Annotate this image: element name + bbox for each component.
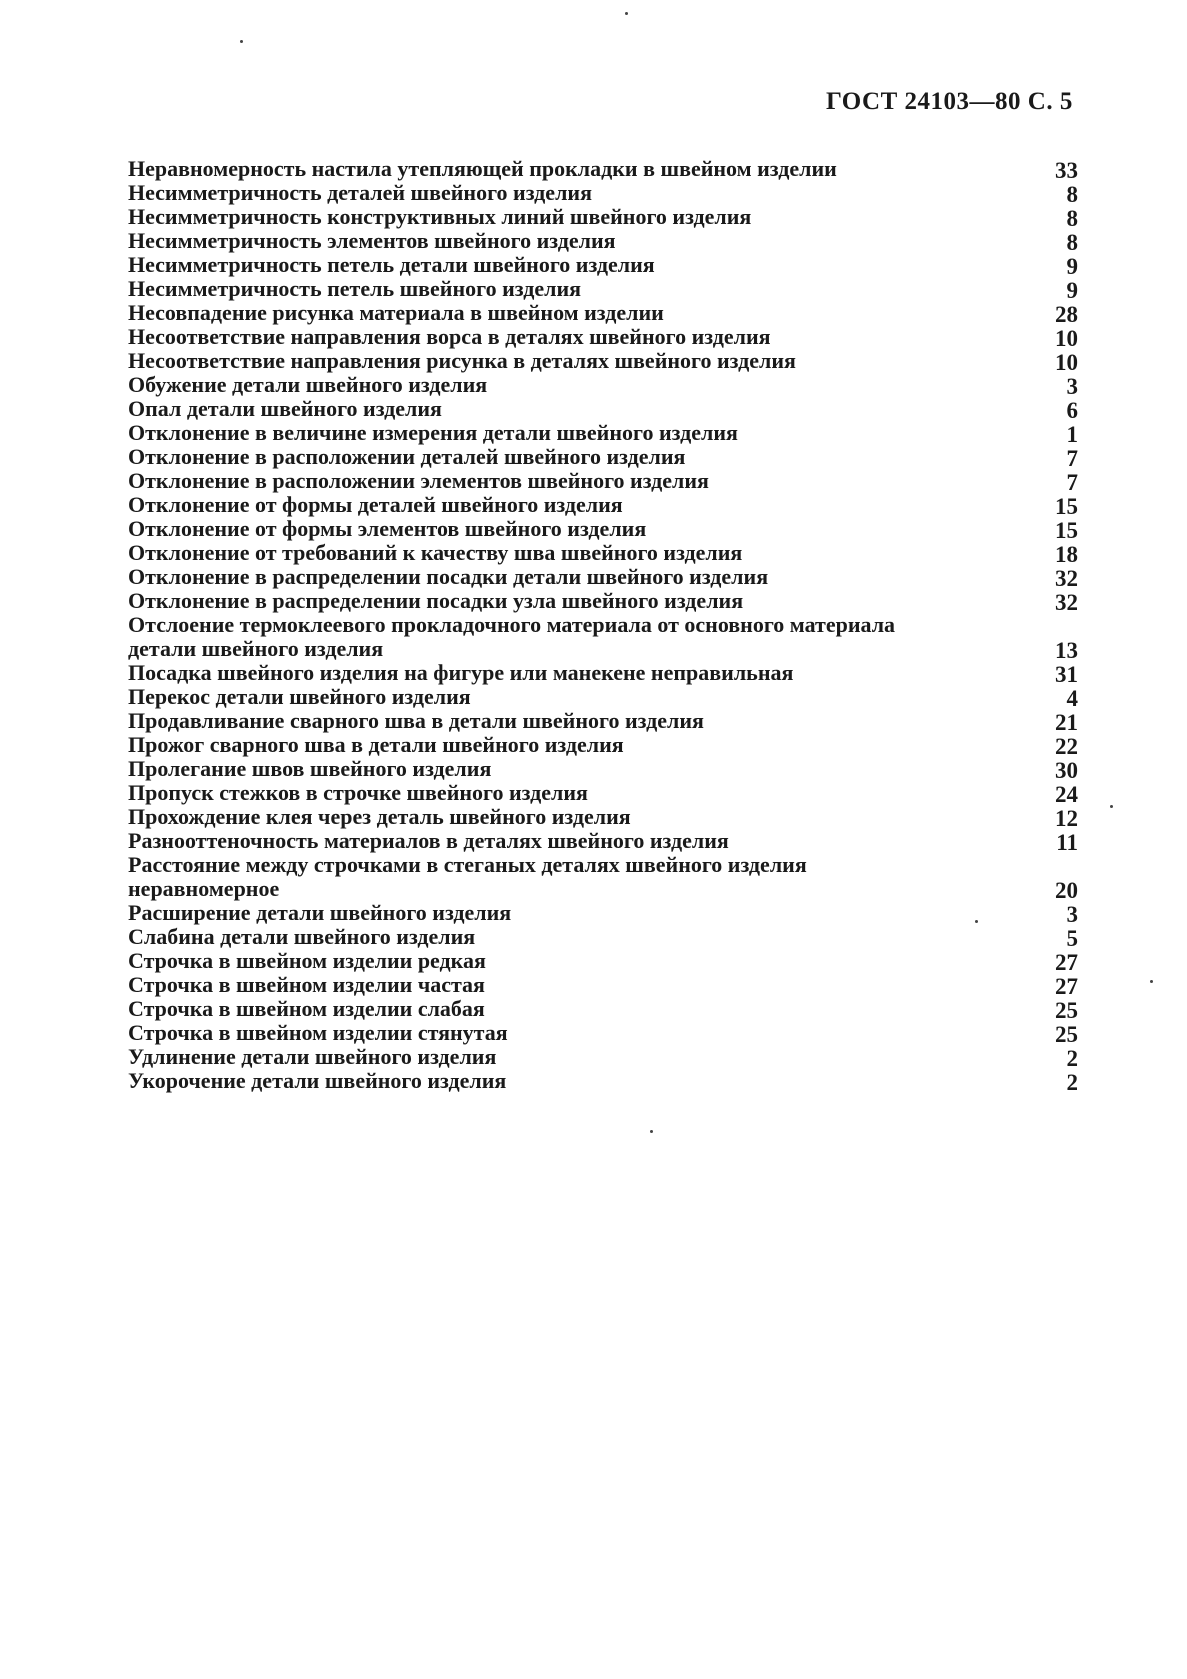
scan-speck xyxy=(1150,980,1153,983)
entry-term: Расстояние между строчками в стеганых деталях швейного изделия неравномерное xyxy=(128,852,807,901)
entry-page-number: 32 xyxy=(1055,590,1078,615)
entry-term: Прохождение клея через деталь швейного изделия xyxy=(128,804,631,829)
index-entry xyxy=(128,757,1078,781)
index-entry xyxy=(128,157,1078,181)
index-entry xyxy=(128,397,1078,421)
entry-term: Перекос детали швейного изделия xyxy=(128,684,471,709)
entry-page-number: 8 xyxy=(1066,230,1078,255)
entry-term: Отслоение термоклеевого прокладочного материала от основного материала детали швейного изделия xyxy=(128,612,896,661)
index-entry xyxy=(128,661,1078,685)
index-entry xyxy=(128,1045,1078,1069)
entry-term: Расширение детали швейного изделия xyxy=(128,900,512,925)
entry-term: Отклонение от формы элементов швейного изделия xyxy=(128,516,647,541)
entry-term: Строчка в швейном изделии редкая xyxy=(128,948,486,973)
index-entry xyxy=(128,685,1078,709)
entry-page-number: 21 xyxy=(1055,710,1078,735)
index-entry xyxy=(128,973,1078,997)
index-entry xyxy=(128,445,1078,469)
entry-term: Отклонение в распределении посадки детали швейного изделия xyxy=(128,564,769,589)
entry-term: Отклонение от формы деталей швейного изделия xyxy=(128,492,623,517)
index-entry xyxy=(128,589,1078,613)
index-entry xyxy=(128,373,1078,397)
entry-page-number: 25 xyxy=(1055,998,1078,1023)
index-entry xyxy=(128,709,1078,733)
entry-page-number: 3 xyxy=(1066,902,1078,927)
index-entry xyxy=(128,541,1078,565)
entry-page-number: 33 xyxy=(1055,158,1078,183)
entry-term: Несимметричность петель детали швейного изделия xyxy=(128,252,655,277)
entry-term: Несоответствие направления ворса в деталях швейного изделия xyxy=(128,324,771,349)
entry-page-number: 10 xyxy=(1055,350,1078,375)
index-entry xyxy=(128,421,1078,445)
entry-page-number: 18 xyxy=(1055,542,1078,567)
entry-page-number: 22 xyxy=(1055,734,1078,759)
entry-page-number: 3 xyxy=(1066,374,1078,399)
entry-page-number: 9 xyxy=(1066,254,1078,279)
index-entry xyxy=(128,829,1078,853)
entry-term: Отклонение в распределении посадки узла швейного изделия xyxy=(128,588,744,613)
index-entry xyxy=(128,901,1078,925)
entry-page-number: 15 xyxy=(1055,494,1078,519)
entry-term: Прожог сварного шва в детали швейного изделия xyxy=(128,732,624,757)
entry-page-number: 15 xyxy=(1055,518,1078,543)
scan-speck xyxy=(1110,805,1113,808)
scan-speck xyxy=(975,920,978,923)
index-entry xyxy=(128,301,1078,325)
index-entry xyxy=(128,469,1078,493)
entry-page-number: 13 xyxy=(1055,638,1078,663)
entry-term: Неравномерность настила утепляющей прокладки в швейном изделии xyxy=(128,156,837,181)
entry-page-number: 8 xyxy=(1066,182,1078,207)
entry-page-number: 24 xyxy=(1055,782,1078,807)
index-entry xyxy=(128,181,1078,205)
index-entry xyxy=(128,1021,1078,1045)
entry-term: Строчка в швейном изделии частая xyxy=(128,972,485,997)
scan-speck xyxy=(650,1130,653,1133)
entry-page-number: 9 xyxy=(1066,278,1078,303)
entry-term: Пролегание швов швейного изделия xyxy=(128,756,492,781)
entry-term: Пропуск стежков в строчке швейного изделия xyxy=(128,780,588,805)
entry-page-number: 7 xyxy=(1066,470,1078,495)
index-entry xyxy=(128,277,1078,301)
index-entry xyxy=(128,349,1078,373)
entry-term: Удлинение детали швейного изделия xyxy=(128,1044,497,1069)
entry-page-number: 12 xyxy=(1055,806,1078,831)
entry-page-number: 20 xyxy=(1055,878,1078,903)
entry-term: Несимметричность конструктивных линий швейного изделия xyxy=(128,204,752,229)
entry-page-number: 1 xyxy=(1066,422,1078,447)
entry-term: Слабина детали швейного изделия xyxy=(128,924,476,949)
index-entry xyxy=(128,565,1078,589)
entry-term: Отклонение в величине измерения детали швейного изделия xyxy=(128,420,738,445)
index-entry xyxy=(128,805,1078,829)
entry-term: Опал детали швейного изделия xyxy=(128,396,442,421)
entry-page-number: 30 xyxy=(1055,758,1078,783)
entry-term: Строчка в швейном изделии слабая xyxy=(128,996,485,1021)
entry-term: Несимметричность деталей швейного изделия xyxy=(128,180,592,205)
entry-page-number: 4 xyxy=(1066,686,1078,711)
entry-term: Несовпадение рисунка материала в швейном изделии xyxy=(128,300,664,325)
entry-page-number: 8 xyxy=(1066,206,1078,231)
entry-term: Обужение детали швейного изделия xyxy=(128,372,488,397)
index-entry xyxy=(128,205,1078,229)
entry-page-number: 2 xyxy=(1066,1046,1078,1071)
entry-term: Посадка швейного изделия на фигуре или манекене неправильная xyxy=(128,660,794,685)
entry-page-number: 7 xyxy=(1066,446,1078,471)
entry-term: Продавливание сварного шва в детали швейного изделия xyxy=(128,708,704,733)
scan-speck xyxy=(240,40,243,43)
index-entry xyxy=(128,853,1078,901)
entry-page-number: 31 xyxy=(1055,662,1078,687)
entry-term: Строчка в швейном изделии стянутая xyxy=(128,1020,508,1045)
entry-page-number: 5 xyxy=(1066,926,1078,951)
page-header: ГОСТ 24103—80 С. 5 xyxy=(826,88,1073,115)
entry-page-number: 32 xyxy=(1055,566,1078,591)
index-entry xyxy=(128,325,1078,349)
index-entry xyxy=(128,517,1078,541)
entry-page-number: 11 xyxy=(1056,830,1078,855)
entry-term: Несимметричность элементов швейного изделия xyxy=(128,228,616,253)
entry-term: Отклонение в расположении деталей швейного изделия xyxy=(128,444,686,469)
entry-term: Укорочение детали швейного изделия xyxy=(128,1068,507,1093)
entry-page-number: 2 xyxy=(1066,1070,1078,1095)
index-entry xyxy=(128,229,1078,253)
index-entry xyxy=(128,613,1078,661)
index-entry xyxy=(128,733,1078,757)
entry-page-number: 28 xyxy=(1055,302,1078,327)
index-entry xyxy=(128,781,1078,805)
entry-term: Несоответствие направления рисунка в деталях швейного изделия xyxy=(128,348,796,373)
index-entry xyxy=(128,997,1078,1021)
index-entry xyxy=(128,949,1078,973)
entry-page-number: 10 xyxy=(1055,326,1078,351)
entry-page-number: 27 xyxy=(1055,974,1078,999)
index-entry xyxy=(128,1069,1078,1093)
index-entry xyxy=(128,253,1078,277)
entry-term: Отклонение в расположении элементов швейного изделия xyxy=(128,468,709,493)
term-index-list xyxy=(128,157,1078,1093)
entry-term: Разнооттеночность материалов в деталях швейного изделия xyxy=(128,828,729,853)
entry-term: Несимметричность петель швейного изделия xyxy=(128,276,582,301)
index-entry xyxy=(128,493,1078,517)
entry-page-number: 25 xyxy=(1055,1022,1078,1047)
entry-page-number: 6 xyxy=(1066,398,1078,423)
index-entry xyxy=(128,925,1078,949)
entry-page-number: 27 xyxy=(1055,950,1078,975)
scan-speck xyxy=(625,12,628,15)
entry-term: Отклонение от требований к качеству шва швейного изделия xyxy=(128,540,743,565)
